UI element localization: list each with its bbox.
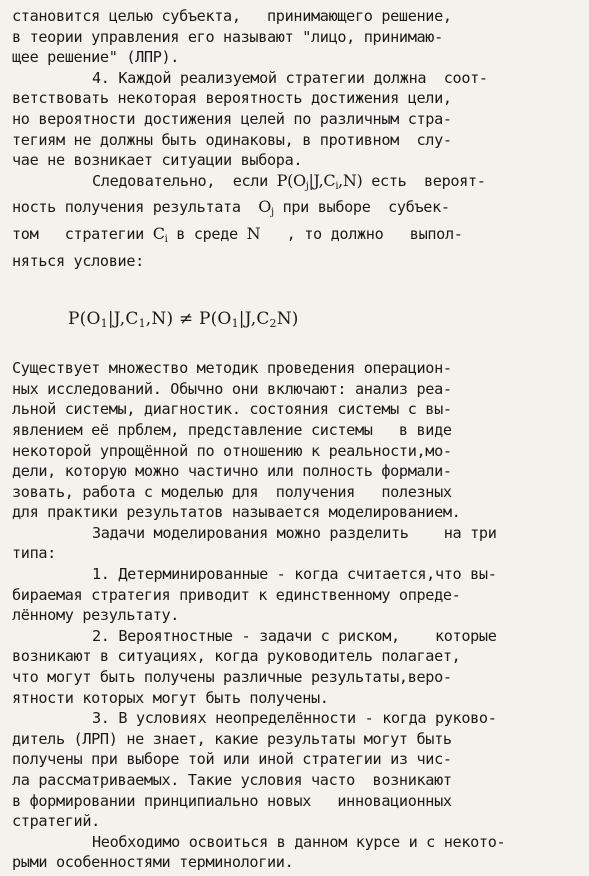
text-line: рыми особенностями терминологии. [12, 853, 294, 872]
text-fragment: том стратегии [12, 224, 153, 243]
math-expression: $C_i$ [152, 223, 168, 245]
paragraph-task-3 [12, 708, 579, 832]
paragraph-top [12, 6, 579, 68]
paragraph-condition [12, 171, 579, 271]
text-line: Задачи моделирования можно разделить на три [92, 523, 497, 542]
text-line: 1. Детерминированные - когда считается,что вы- [92, 565, 497, 584]
text-line: 2. Вероятностные - задачи с риском, которые [92, 626, 497, 645]
text-line [12, 224, 579, 251]
text-line: ветствовать некоторая вероятность достижения цели, [12, 89, 452, 108]
paragraph-closing [12, 832, 579, 873]
formula-inequality: $P(O_1|J,C_1,N) \ne P(O_1|J,C_2N)$ [68, 309, 299, 331]
text-fragment: в среде [167, 224, 247, 243]
paragraph-methods [12, 358, 579, 523]
text-line: возникают в ситуациях, когда руководитель полагает, [12, 647, 461, 666]
text-fragment: ность получения результата [12, 198, 259, 217]
text-line: явлением её прблем, представление системы в виде [12, 420, 452, 439]
paragraph-task-2 [12, 626, 579, 708]
text-line: льной системы, диагностик. состояния системы с вы- [12, 400, 452, 419]
text-line: зовать, работа с моделью для получения полезных [12, 482, 452, 501]
text-line: бираемая стратегия приводит к единственному опреде- [12, 585, 461, 604]
text-line: щее решение" (ЛПР). [12, 48, 180, 67]
math-expression: N [246, 223, 261, 243]
text-line: дели, которую можно частично или полность формали- [12, 462, 452, 481]
paragraph-tasks-intro [12, 523, 579, 564]
text-line: 3. В условиях неопределённости - когда руково- [92, 709, 497, 728]
text-line: няться условие: [12, 251, 144, 270]
text-line: типа: [12, 544, 56, 563]
text-fragment: Следовательно, если [92, 171, 277, 190]
text-line: тегиям не должны быть одинаковы, в противном слу- [12, 130, 452, 149]
text-line: ятности которых могут быть получены. [12, 688, 329, 707]
text-line: стратегий. [12, 812, 100, 831]
text-line: чае не возникает ситуации выбора. [12, 151, 303, 170]
text-line: Существует множество методик проведения операцион- [12, 359, 452, 378]
text-line: 4. Каждой реализуемой стратегии должна соот- [92, 68, 488, 87]
paragraph-task-1 [12, 564, 579, 626]
math-expression: $P(O_j|J,C_i,N)$ [276, 170, 363, 192]
text-line: некоторой упрощённой по отношению к реальности,мо- [12, 441, 452, 460]
text-line: ных исследований. Обычно они включают: анализ реа- [12, 379, 452, 398]
text-line: Необходимо освоиться в данном курсе и с некото- [92, 832, 506, 851]
text-fragment: , то должно выпол- [260, 224, 463, 243]
text-line: в теории управления его называют "лицо, принимаю- [12, 27, 443, 46]
text-line: получены при выборе той или иной стратегии из чис- [12, 750, 452, 769]
math-expression: $O_j$ [258, 197, 274, 219]
text-line [12, 197, 579, 224]
text-line: дитель (ЛРП) не знает, какие результаты могут быть [12, 729, 452, 748]
paragraph-item-4 [12, 68, 579, 171]
text-line: в формировании принципиально новых инновационных [12, 791, 452, 810]
text-line: но вероятности достижения целей по различным стра- [12, 109, 452, 128]
text-line: становится целью субъекта, принимающего решение, [12, 7, 452, 25]
text-line: лённому результату. [12, 606, 180, 625]
text-line [12, 171, 579, 198]
text-line: для практики результатов называется моделированием. [12, 503, 461, 522]
text-fragment: есть вероят- [362, 171, 486, 190]
not-equal-sign: ≠ [173, 309, 199, 330]
text-line: что могут быть получены различные результаты,веро- [12, 668, 452, 687]
text-line: ла рассматриваемых. Такие условия часто возникают [12, 771, 452, 789]
text-fragment: при выборе субъек- [273, 198, 450, 217]
